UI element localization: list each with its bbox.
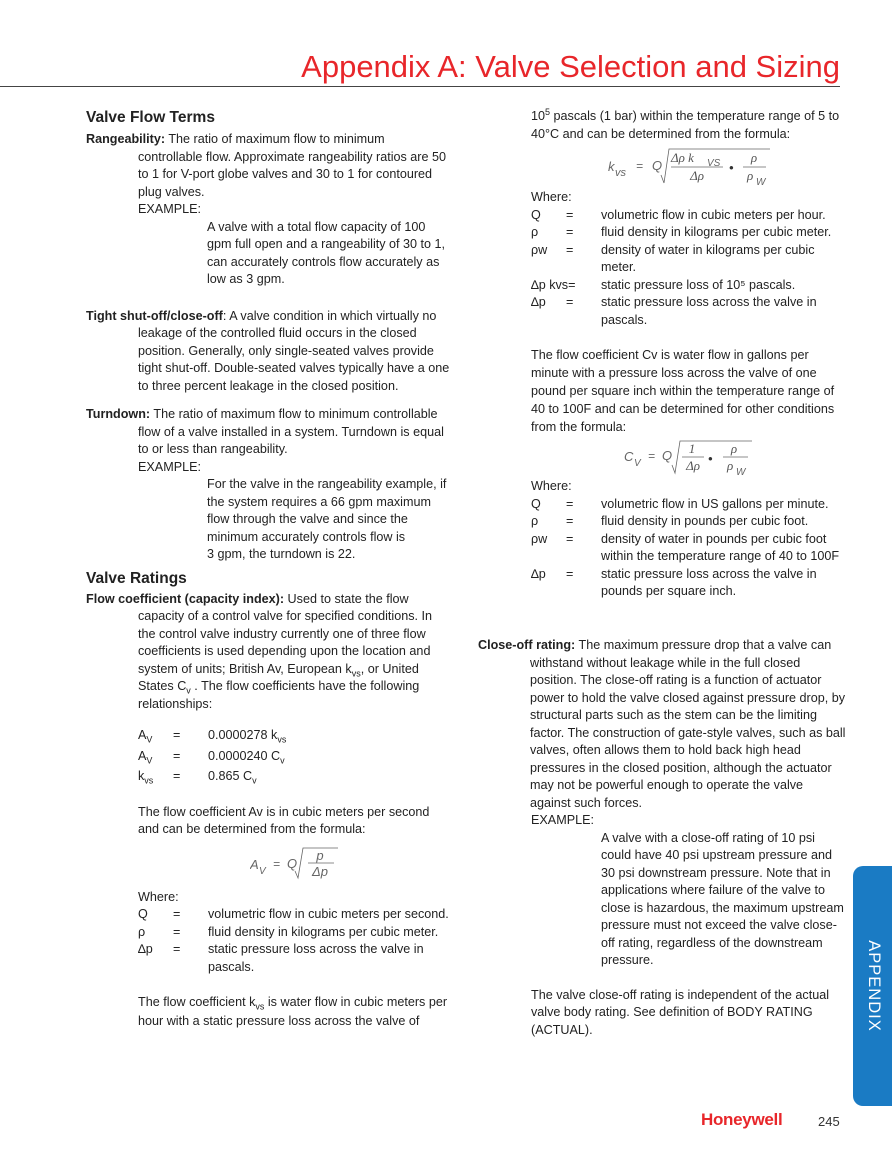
kvs-intro xyxy=(86,993,452,1031)
relation-row xyxy=(138,727,452,745)
cv-num: 1 xyxy=(688,441,696,456)
av-den: Δp xyxy=(312,863,328,879)
av-intro: The flow coefficient Av is in cubic meters per second and can be determined from the formula: xyxy=(138,804,430,836)
kvs-cont-sup: 5 xyxy=(545,106,551,117)
where-symbol: ρw xyxy=(531,531,548,546)
flow-coefficient-sub: vs xyxy=(351,668,361,679)
rangeability-term: Rangeability: xyxy=(86,132,166,146)
relation-eq: = xyxy=(173,769,181,783)
kvs-where-list xyxy=(531,207,847,330)
where-desc: static pressure loss across the valve in pascals. xyxy=(208,942,424,974)
kvs-intro-sub: vs xyxy=(255,1001,265,1012)
where-eq: = xyxy=(566,514,574,528)
where-eq: = xyxy=(566,566,574,581)
av-lhs-sub: V xyxy=(259,865,266,877)
tight-shutoff-text: : A valve condition in which virtually no leakage of the controlled fluid occurs in the closed position. Generally, only single-seated valves provide tight shut-off. Double-seated valves typically have a one to three percent leakage in the closed position. xyxy=(138,308,450,393)
av-num: p xyxy=(316,847,324,863)
relation-lhs: A xyxy=(138,748,147,763)
flow-coefficient-definition xyxy=(86,591,452,714)
flow-coefficient-sub2: v xyxy=(186,685,191,696)
where-symbol: ρ xyxy=(531,514,539,528)
kvs-eq: = xyxy=(636,159,644,173)
where-row xyxy=(531,242,847,277)
where-desc: volumetric flow in cubic meters per second. xyxy=(208,907,449,921)
where-row xyxy=(531,224,847,242)
where-row xyxy=(531,294,847,329)
where-row xyxy=(531,496,847,514)
where-eq: = xyxy=(566,496,574,511)
where-symbol: Q xyxy=(138,907,148,921)
kvs-num2: ρ xyxy=(750,150,758,165)
kvs-q: Q xyxy=(652,158,663,173)
where-desc: fluid density in pounds per cubic foot. xyxy=(601,514,809,528)
kvs-where-label: Where: xyxy=(531,190,572,204)
av-q: Q xyxy=(287,855,298,871)
kvs-num: Δρ k xyxy=(671,150,694,165)
closeoff-example-label: EXAMPLE: xyxy=(531,813,594,827)
where-row xyxy=(531,207,847,225)
rangeability-text: The ratio of maximum flow to minimum controllable flow. Approximate rangeability ratios are 50 to 1 for V-port globe valves and 30 to 1 for contoured plug valves. xyxy=(138,132,447,199)
kvs-num-sub: VS xyxy=(707,158,721,169)
turndown-example-label: EXAMPLE: xyxy=(138,459,201,474)
kvs-continuation xyxy=(531,108,847,143)
where-eq: = xyxy=(173,924,181,939)
relation-lhs-sub: V xyxy=(146,734,153,745)
flow-coefficient-text: Used to state the flow capacity of a control valve for specified conditions. In the control valve industry currently one of three flow coefficients is used depending upon the location and system of units; British Av, European k xyxy=(138,591,433,676)
kvs-intro-text-b: is water flow in cubic meters per hour with a static pressure loss across the valve of xyxy=(138,995,448,1028)
closeoff-section xyxy=(478,637,847,1039)
closeoff-term: Close-off rating: xyxy=(478,638,576,652)
cv-eq: = xyxy=(648,449,656,463)
cv-den2-sub: W xyxy=(736,467,746,478)
page-title: Appendix A: Valve Selection and Sizing xyxy=(301,49,840,84)
rangeability-example-text: A valve with a total flow capacity of 100 gpm full open and a rangeability of 30 to 1, can accurately controls flow accurately as low as 3 gpm. xyxy=(207,219,446,286)
where-desc: fluid density in kilograms per cubic meter. xyxy=(208,924,439,939)
relation-rhs: 0.865 C xyxy=(208,769,253,783)
where-desc: static pressure loss across the valve in pounds per square inch. xyxy=(601,566,817,598)
kvs-formula-graphic xyxy=(604,145,774,189)
relation-rhs-sub: v xyxy=(280,755,285,766)
av-where-label: Where: xyxy=(138,889,179,904)
where-eq: = xyxy=(173,907,181,921)
where-row xyxy=(531,531,847,566)
kvs-formula xyxy=(531,145,847,189)
rangeability-example-label: EXAMPLE: xyxy=(138,202,201,216)
where-symbol: ρw xyxy=(531,242,548,257)
relation-rhs: 0.0000240 C xyxy=(208,748,281,763)
flow-coefficient-text-c: . The flow coefficients have the following relationships: xyxy=(138,679,420,711)
coefficient-relations xyxy=(86,727,452,786)
kvs-intro-text: The flow coefficient k xyxy=(138,995,256,1009)
kvs-cont-text: 10 xyxy=(531,109,546,123)
where-eq: = xyxy=(566,531,574,546)
closeoff-definition xyxy=(478,637,847,812)
where-symbol: ρ xyxy=(531,225,539,239)
closeoff-text: The maximum pressure drop that a valve can withstand without leakage while in the full closed position. The close-off rating is a function of actuator power to hold the valve closed against pressure drop, by structural parts such as the stem can be the limiting factor. The construction of gate-style valves, such as ball valves, often allows them to hold back high head pressures in the closed position, although the actuator may not be powerful enough to operate the valve against such forces. xyxy=(530,638,846,810)
turndown-definition xyxy=(86,406,452,459)
cv-den: Δρ xyxy=(686,458,700,473)
av-lhs: A xyxy=(250,856,259,872)
where-symbol: ∆p xyxy=(138,942,153,956)
where-eq: = xyxy=(566,242,574,257)
where-row xyxy=(531,566,847,601)
flow-coefficient-text-b: , or United States C xyxy=(138,661,419,693)
where-symbol: ρ xyxy=(138,924,146,939)
relation-rhs-sub: v xyxy=(252,775,257,786)
kvs-den2: ρ xyxy=(747,168,754,183)
cv-intro: The flow coefficient Cv is water flow in gallons per minute with a pressure loss across the valve of one pound per square inch within the temperature range of 40 to 100F and can be determined for other conditions from the formula: xyxy=(531,348,835,434)
where-eq: = xyxy=(566,225,574,239)
where-desc: fluid density in kilograms per cubic meter. xyxy=(601,225,832,239)
av-where-list xyxy=(86,906,452,976)
flow-coefficient-term: Flow coefficient (capacity index): xyxy=(86,591,285,606)
page-number: 245 xyxy=(818,1114,840,1129)
where-row xyxy=(138,941,452,976)
kvs-dot: • xyxy=(729,160,734,175)
relation-eq: = xyxy=(173,748,181,763)
appendix-tab-label: APPENDIX xyxy=(864,940,883,1032)
title-divider xyxy=(0,86,840,87)
where-row xyxy=(138,906,452,924)
cv-where-list xyxy=(531,496,847,601)
turndown-example-result: 3 gpm, the turndown is 22. xyxy=(207,547,356,561)
where-eq: = xyxy=(173,942,181,956)
relation-lhs-sub: vs xyxy=(144,775,154,786)
where-symbol: ∆p kvs= xyxy=(531,277,576,292)
cv-where-label: Where: xyxy=(531,479,572,493)
tight-shutoff-term: Tight shut-off/close-off xyxy=(86,308,223,323)
turndown-example-text: For the valve in the rangeability example, if the system requires a 66 gpm maximum flow through the valve and since the minimum accurately controls flow is xyxy=(207,477,447,544)
relation-rhs: 0.0000278 k xyxy=(208,728,278,742)
closeoff-example-text: A valve with a close-off rating of 10 psi could have 40 psi upstream pressure and 30 psi downstream pressure. Note that in applications where failure of the valve to close is hazardous, the maximum upstream pressure must not exceed the valve close-off rating, regardless of the downstream pressure. xyxy=(601,830,844,967)
cv-q: Q xyxy=(662,448,673,463)
rangeability-definition xyxy=(86,131,452,201)
where-eq: = xyxy=(566,207,574,222)
heading-valve-ratings: Valve Ratings xyxy=(86,569,187,587)
relation-lhs: A xyxy=(138,728,147,742)
relation-lhs: k xyxy=(138,769,145,783)
appendix-side-tab xyxy=(853,866,892,1106)
where-desc: static pressure loss of 10⁵ pascals. xyxy=(601,277,796,292)
where-symbol: ∆p xyxy=(531,295,546,309)
tight-shutoff-definition xyxy=(86,308,452,396)
relation-lhs-sub: V xyxy=(146,755,153,766)
left-column xyxy=(86,108,452,1031)
honeywell-logo: Honeywell xyxy=(701,1110,783,1129)
where-symbol: ∆p xyxy=(531,566,546,581)
relation-row xyxy=(138,768,452,786)
where-row xyxy=(531,513,847,531)
av-formula-graphic xyxy=(250,845,340,883)
where-desc: density of water in kilograms per cubic meter. xyxy=(601,242,815,274)
cv-den2: ρ xyxy=(727,458,734,473)
cv-formula-graphic xyxy=(624,438,754,478)
relation-eq: = xyxy=(173,728,181,742)
closeoff-closing: The valve close-off rating is independent of the actual valve body rating. See definition of BODY RATING (ACTUAL). xyxy=(531,987,830,1037)
kvs-cont-text-b: pascals (1 bar) within the temperature range of 5 to 40°C and can be determined from the formula: xyxy=(531,109,840,141)
where-row xyxy=(138,924,452,942)
cv-dot: • xyxy=(708,451,713,466)
turndown-term: Turndown: xyxy=(86,407,151,421)
av-eq: = xyxy=(273,856,281,871)
kvs-den2-sub: W xyxy=(756,177,766,188)
heading-valve-flow-terms: Valve Flow Terms xyxy=(86,109,215,126)
relation-rhs-sub: vs xyxy=(277,734,287,745)
where-desc: static pressure loss across the valve in pascals. xyxy=(601,295,817,327)
where-desc: volumetric flow in US gallons per minute. xyxy=(601,496,829,511)
relation-row xyxy=(138,748,452,766)
where-desc: volumetric flow in cubic meters per hour. xyxy=(601,207,826,222)
cv-lhs-sub: V xyxy=(634,458,641,469)
where-symbol: Q xyxy=(531,496,541,511)
kvs-den: Δρ xyxy=(690,168,704,183)
where-eq: = xyxy=(566,295,574,309)
where-desc: density of water in pounds per cubic foot within the temperature range of 40 to 100F xyxy=(601,531,840,563)
cv-num2: ρ xyxy=(730,441,738,456)
cv-formula xyxy=(531,438,847,478)
cv-lhs: C xyxy=(624,449,634,464)
turndown-text: The ratio of maximum flow to minimum controllable flow of a valve installed in a system. Turndown is equal to or less than rangeability. xyxy=(138,407,444,456)
av-formula xyxy=(86,845,452,883)
kvs-lhs-sub: vs xyxy=(615,167,626,179)
where-row xyxy=(531,277,847,295)
right-column xyxy=(531,108,847,601)
kvs-lhs: k xyxy=(608,159,615,174)
where-symbol: Q xyxy=(531,207,541,222)
